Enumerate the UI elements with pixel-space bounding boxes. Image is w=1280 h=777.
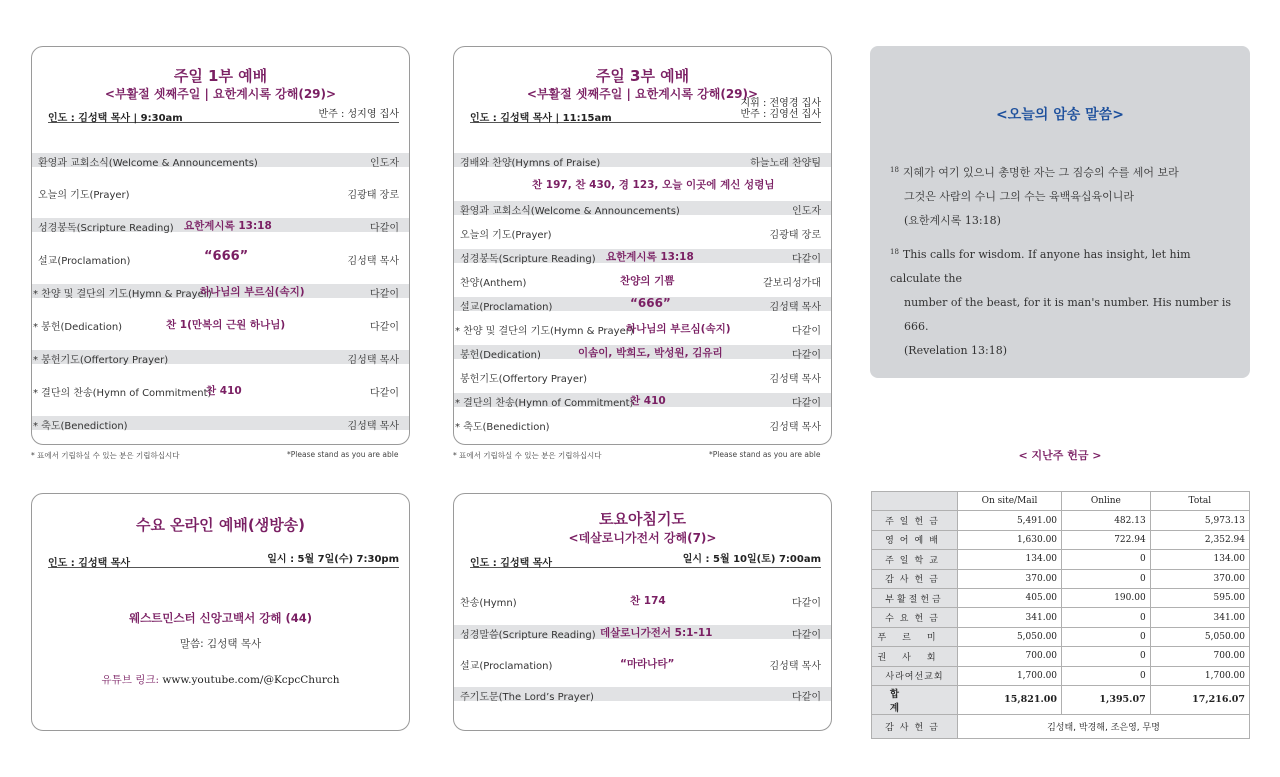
service1-title: 주일 1부 예배 xyxy=(173,67,268,85)
offering-total: 1,700.00 xyxy=(1150,666,1249,685)
offering-total: 134.00 xyxy=(1150,550,1249,569)
item-leader: 김광태 장로 xyxy=(347,190,399,201)
offering-online: 0 xyxy=(1062,569,1151,588)
service3-item xyxy=(454,225,831,239)
service1-card xyxy=(31,46,410,445)
service1-stand-note-ko: * 표에서 기립하실 수 있는 분은 기립하십시다 xyxy=(31,451,180,460)
item-label: 경배와 찬양(Hymns of Praise) xyxy=(460,158,601,169)
offering-onsite: 1,700.00 xyxy=(958,666,1062,685)
service3-item xyxy=(454,273,831,287)
offering-category: 감사헌금 xyxy=(872,569,958,588)
offering-onsite: 370.00 xyxy=(958,569,1062,588)
item-detail: 이솜이, 박희도, 박성원, 김유리 xyxy=(578,347,723,359)
offering-thanks-row xyxy=(872,714,1250,738)
saturday-datetime: 일시 : 5월 10일(토) 7:00am xyxy=(682,554,821,565)
item-label: 주기도문(The Lord’s Prayer) xyxy=(460,692,594,703)
saturday-card xyxy=(453,493,832,731)
verse-number: 18 xyxy=(890,248,899,256)
offering-category: 수요헌금 xyxy=(872,608,958,627)
service3-stand-note-en: *Please stand as you are able xyxy=(709,450,821,459)
offering-online: 0 xyxy=(1062,627,1151,646)
memory-verse-panel xyxy=(870,46,1250,378)
offering-onsite: 1,630.00 xyxy=(958,530,1062,549)
item-detail: 찬 197, 찬 430, 경 123, 오늘 이곳에 계신 성령님 xyxy=(532,179,775,191)
verse-en-ref: (Revelation 13:18) xyxy=(904,344,1008,357)
offering-thanks-names: 김성태, 박경해, 조은영, 무명 xyxy=(958,714,1250,738)
item-label: 봉헌(Dedication) xyxy=(460,350,541,361)
offering-onsite: 5,050.00 xyxy=(958,627,1062,646)
service1-item xyxy=(32,185,409,199)
item-label: * 찬양 및 결단의 기도(Hymn & Prayer) xyxy=(455,326,634,337)
offering-online: 190.00 xyxy=(1062,588,1151,607)
service3-item xyxy=(454,369,831,383)
item-leader: 김성택 목사 xyxy=(347,355,399,366)
saturday-item xyxy=(454,625,831,639)
service3-item xyxy=(454,393,831,407)
service1-item xyxy=(32,383,409,397)
service1-item xyxy=(32,284,409,298)
offering-total: 370.00 xyxy=(1150,569,1249,588)
wednesday-leader: 인도 : 김성택 목사 xyxy=(48,558,131,569)
service1-item xyxy=(32,317,409,331)
wednesday-speaker: 말씀: 김성택 목사 xyxy=(179,638,262,650)
service3-item xyxy=(454,345,831,359)
service1-item xyxy=(32,251,409,265)
offering-total-row xyxy=(872,685,1250,714)
item-leader: 다같이 xyxy=(792,692,821,703)
item-leader: 다같이 xyxy=(792,598,821,609)
service1-accompanist: 반주 : 성지영 집사 xyxy=(318,109,399,120)
offering-total: 341.00 xyxy=(1150,608,1249,627)
service1-item xyxy=(32,416,409,430)
youtube-link[interactable]: www.youtube.com/@KcpcChurch xyxy=(162,674,340,686)
saturday-item xyxy=(454,593,831,607)
item-label: 오늘의 기도(Prayer) xyxy=(38,190,130,201)
item-label: * 결단의 찬송(Hymn of Commitment) xyxy=(455,398,634,409)
item-label: 오늘의 기도(Prayer) xyxy=(460,230,552,241)
service3-leader: 인도 : 김성택 목사 | 11:15am xyxy=(470,113,612,124)
saturday-item xyxy=(454,656,831,670)
offering-total: 2,352.94 xyxy=(1150,530,1249,549)
item-detail: 찬 1(만복의 근원 하나님) xyxy=(166,319,286,331)
service3-subtitle: <부활절 셋째주일 | 요한계시록 강해(29)> xyxy=(526,87,759,101)
item-label: 성경봉독(Scripture Reading) xyxy=(38,223,174,234)
item-detail: 하나님의 부르심(속지) xyxy=(200,286,305,298)
offering-online: 0 xyxy=(1062,666,1151,685)
item-label: 환영과 교회소식(Welcome & Announcements) xyxy=(460,206,680,217)
offering-online: 722.94 xyxy=(1062,530,1151,549)
offering-online: 0 xyxy=(1062,608,1151,627)
table-row xyxy=(872,627,1250,646)
memory-verse-english xyxy=(890,240,1236,363)
item-detail: 찬양의 기쁨 xyxy=(620,275,675,287)
offering-onsite: 5,491.00 xyxy=(958,511,1062,530)
service1-item xyxy=(32,153,409,167)
verse-number: 18 xyxy=(890,166,899,174)
service1-stand-note-en: *Please stand as you are able xyxy=(287,450,399,459)
offering-onsite: 405.00 xyxy=(958,588,1062,607)
offering-total: 5,050.00 xyxy=(1150,627,1249,646)
offering-category: 부활절헌금 xyxy=(872,588,958,607)
item-leader: 김성택 목사 xyxy=(769,422,821,433)
item-detail: 요한계시록 13:18 xyxy=(606,251,694,263)
offering-header-blank xyxy=(872,492,958,511)
item-leader: 다같이 xyxy=(792,398,821,409)
table-row xyxy=(872,588,1250,607)
item-leader: 하늘노래 찬양팀 xyxy=(750,158,821,169)
item-leader: 다같이 xyxy=(370,388,399,399)
wednesday-youtube xyxy=(32,672,409,687)
item-leader: 김성택 목사 xyxy=(769,302,821,313)
item-detail: 하나님의 부르심(속지) xyxy=(626,323,731,335)
offering-category: 영어예배 xyxy=(872,530,958,549)
service3-item xyxy=(454,321,831,335)
item-label: * 축도(Benediction) xyxy=(455,422,550,433)
verse-en-line2: number of the beast, for it is man's number. His number is 666. xyxy=(904,296,1232,333)
table-row xyxy=(872,550,1250,569)
service1-item xyxy=(32,350,409,364)
item-label: 설교(Proclamation) xyxy=(460,302,553,313)
offering-category: 사라여선교회 xyxy=(872,666,958,685)
service3-stand-note-ko: * 표에서 기립하실 수 있는 분은 기립하십시다 xyxy=(453,451,602,460)
item-leader: 다같이 xyxy=(370,223,399,234)
table-row xyxy=(872,647,1250,666)
item-label: * 결단의 찬송(Hymn of Commitment) xyxy=(33,388,212,399)
item-label: * 봉헌(Dedication) xyxy=(33,322,123,333)
offering-category: 주일헌금 xyxy=(872,511,958,530)
offering-total: 5,973.13 xyxy=(1150,511,1249,530)
saturday-subtitle: <데살로니가전서 강해(7)> xyxy=(568,531,717,545)
item-label: 봉헌기도(Offertory Prayer) xyxy=(460,374,587,385)
table-row xyxy=(872,530,1250,549)
service3-item xyxy=(454,249,831,263)
offering-onsite: 341.00 xyxy=(958,608,1062,627)
offering-header-total: Total xyxy=(1150,492,1249,511)
offering-category: 푸르미 xyxy=(872,627,958,646)
service3-title: 주일 3부 예배 xyxy=(595,67,690,85)
offering-category: 주일학교 xyxy=(872,550,958,569)
item-leader: 인도자 xyxy=(792,206,821,217)
item-label: 환영과 교회소식(Welcome & Announcements) xyxy=(38,158,258,169)
service3-item xyxy=(454,297,831,311)
service1-subtitle: <부활절 셋째주일 | 요한계시록 강해(29)> xyxy=(104,87,337,101)
offering-online: 1,395.07 xyxy=(1062,685,1151,714)
item-label: 성경말씀(Scripture Reading) xyxy=(460,630,596,641)
item-leader: 김성택 목사 xyxy=(347,421,399,432)
item-leader: 인도자 xyxy=(370,158,399,169)
saturday-item xyxy=(454,687,831,701)
offering-onsite: 15,821.00 xyxy=(958,685,1062,714)
item-leader: 갈보리성가대 xyxy=(763,278,821,289)
service1-leader: 인도 : 김성택 목사 | 9:30am xyxy=(48,113,183,124)
wednesday-leader-row xyxy=(48,552,399,568)
service1-leader-row xyxy=(48,107,399,123)
item-detail: 데살로니가전서 5:1-11 xyxy=(600,627,713,639)
service3-item xyxy=(454,177,831,191)
item-leader: 다같이 xyxy=(792,350,821,361)
item-leader: 다같이 xyxy=(792,254,821,265)
item-leader: 김성택 목사 xyxy=(769,661,821,672)
offering-header-online: Online xyxy=(1062,492,1151,511)
table-row xyxy=(872,511,1250,530)
offering-table xyxy=(871,491,1250,739)
item-detail: “마라나타” xyxy=(620,658,675,670)
item-detail: “666” xyxy=(204,249,249,264)
service3-staff xyxy=(740,98,821,120)
offering-total: 17,216.07 xyxy=(1150,685,1249,714)
item-detail: 찬 410 xyxy=(206,385,242,397)
offering-header-row xyxy=(872,492,1250,511)
memory-verse-korean xyxy=(890,158,1236,233)
offering-category: 합계 xyxy=(872,685,958,714)
offering-category: 권사회 xyxy=(872,647,958,666)
item-leader: 다같이 xyxy=(792,326,821,337)
service3-leader-row xyxy=(470,99,821,123)
table-row xyxy=(872,666,1250,685)
memory-verse-title: <오늘의 암송 말씀> xyxy=(996,107,1124,123)
offering-header-onsite: On site/Mail xyxy=(958,492,1062,511)
offering-onsite: 134.00 xyxy=(958,550,1062,569)
item-label: 성경봉독(Scripture Reading) xyxy=(460,254,596,265)
item-leader: 다같이 xyxy=(370,289,399,300)
item-label: 찬양(Anthem) xyxy=(460,278,527,289)
item-leader: 김광태 장로 xyxy=(769,230,821,241)
item-label: * 봉헌기도(Offertory Prayer) xyxy=(33,355,169,366)
wednesday-datetime: 일시 : 5월 7일(수) 7:30pm xyxy=(267,554,399,565)
offering-title: < 지난주 헌금 > xyxy=(1018,449,1102,462)
service1-item xyxy=(32,218,409,232)
item-label: 설교(Proclamation) xyxy=(38,256,131,267)
offering-online: 482.13 xyxy=(1062,511,1151,530)
item-detail: 찬 410 xyxy=(630,395,666,407)
item-label: * 찬양 및 결단의 기도(Hymn & Prayer) xyxy=(33,289,212,300)
item-label: 찬송(Hymn) xyxy=(460,598,517,609)
verse-ko-ref: (요한계시록 13:18) xyxy=(904,214,1001,227)
service3-conductor: 지휘 : 전영경 집사 xyxy=(740,98,821,109)
saturday-leader: 인도 : 김성택 목사 xyxy=(470,558,553,569)
service3-accompanist: 반주 : 김영선 집사 xyxy=(740,109,821,120)
service3-card xyxy=(453,46,832,445)
offering-online: 0 xyxy=(1062,647,1151,666)
wednesday-title: 수요 온라인 예배(생방송) xyxy=(135,516,306,534)
item-leader: 다같이 xyxy=(370,322,399,333)
item-detail: “666” xyxy=(630,296,671,310)
offering-onsite: 700.00 xyxy=(958,647,1062,666)
service3-item xyxy=(454,201,831,215)
saturday-title: 토요아침기도 xyxy=(599,510,686,528)
item-detail: 찬 174 xyxy=(630,595,666,607)
item-leader: 김성택 목사 xyxy=(769,374,821,385)
item-label: 설교(Proclamation) xyxy=(460,661,553,672)
table-row xyxy=(872,608,1250,627)
offering-category: 감사헌금 xyxy=(872,714,958,738)
service3-item xyxy=(454,417,831,431)
saturday-leader-row xyxy=(470,552,821,568)
item-detail: 요한계시록 13:18 xyxy=(184,220,272,232)
table-row xyxy=(872,569,1250,588)
wednesday-topic: 웨스트민스터 신앙고백서 강해 (44) xyxy=(129,611,312,625)
youtube-label: 유튜브 링크: xyxy=(101,674,160,686)
wednesday-card xyxy=(31,493,410,731)
item-label: * 축도(Benediction) xyxy=(33,421,128,432)
item-leader: 다같이 xyxy=(792,630,821,641)
verse-ko-line2: 그것은 사람의 수니 그의 수는 육백육십육이니라 xyxy=(904,190,1135,203)
offering-online: 0 xyxy=(1062,550,1151,569)
verse-ko-line1: 지혜가 여기 있으니 총명한 자는 그 짐승의 수를 세어 보라 xyxy=(902,166,1179,179)
offering-total: 595.00 xyxy=(1150,588,1249,607)
verse-en-line1: This calls for wisdom. If anyone has insight, let him calculate the xyxy=(890,248,1191,285)
item-leader: 김성택 목사 xyxy=(347,256,399,267)
offering-total: 700.00 xyxy=(1150,647,1249,666)
service3-item xyxy=(454,153,831,167)
